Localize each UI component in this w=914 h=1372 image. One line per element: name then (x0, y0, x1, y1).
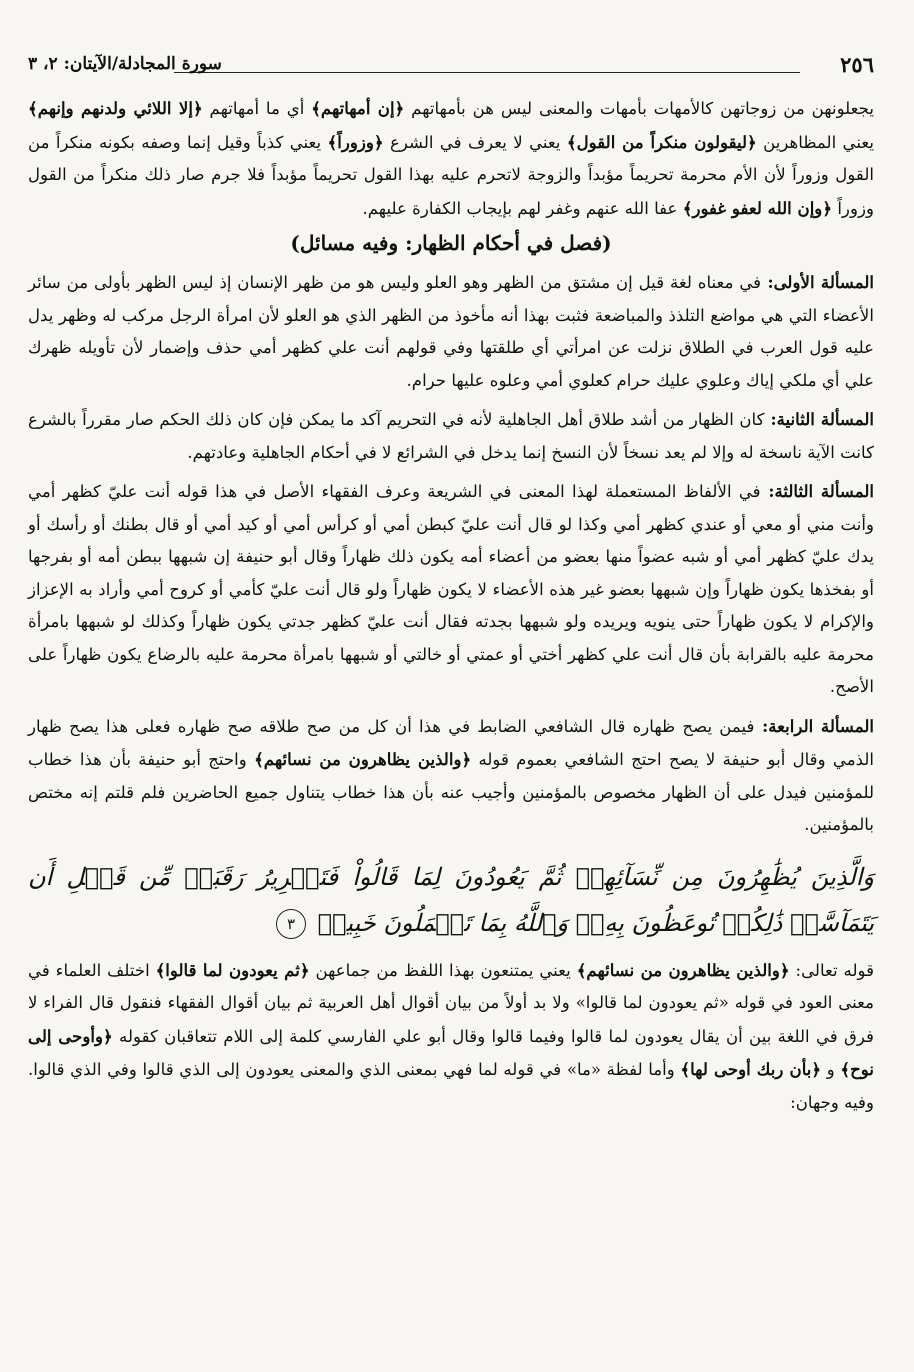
quran-quote: ﴿وإن الله لعفو غفور﴾ (682, 197, 833, 218)
quran-quote: ﴿ليقولون منكراً من القول﴾ (566, 131, 757, 152)
tafsir-text: وأما لفظة «ما» في قوله لما فهي بمعنى الذي والمعنى يعودون إلى الذي قالوا وفي الذي قالوا. وفيه وجهان: (28, 1060, 874, 1112)
tafsir-text: اختلف العلماء في معنى العود في قوله «ثم يعودون لما قالوا» ولا بد أولاً من بيان أقوال أهل العربية ثم بيان أقوال الفقهاء فنقول قال الفراء لا فرق في اللغة بين أن يقال يعودون لما قالوا وفيما قالوا وقال أبو علي الفارسي كلمة إلى اللام تتعاقبان كقوله (28, 960, 874, 1046)
quran-quote: ﴿وزوراً﴾ (327, 131, 384, 152)
issue-label: المسألة الثانية: (764, 409, 874, 429)
issue-label: المسألة الرابعة: (754, 715, 874, 736)
page-body (28, 92, 874, 1119)
issue-1 (28, 266, 874, 397)
section-title: (فصل في أحكام الظهار: وفيه مسائل) (290, 231, 612, 255)
intro-paragraph (28, 92, 874, 225)
header-rule (174, 72, 800, 73)
intro-text: يجعلونهن من زوجاتهن كالأمهات بأمهات والمعنى ليس هن بأمهاتهم (404, 99, 874, 118)
intro-text: أي ما أمهاتهم (202, 99, 312, 118)
running-title: سورة المجادلة/الآيتان: ٢، ٣ (28, 54, 222, 74)
page-number: ٢٥٦ (840, 52, 874, 77)
page-header (24, 52, 876, 78)
ayah-number-mark: ٣ (276, 909, 306, 939)
tafsir-text: يعني يمتنعون بهذا اللفظ من جماعهن (309, 960, 577, 980)
tafsir-paragraph (28, 954, 874, 1120)
tafsir-text: و (821, 1060, 841, 1079)
intro-text: يعني لا يعرف في الشرع (383, 132, 567, 152)
issue-2 (28, 403, 874, 469)
quran-quote: ﴿والذين يظاهرون من نسائهم﴾ (254, 749, 472, 769)
issue-label: المسألة الثالثة: (760, 481, 874, 501)
quran-quote: ﴿إن أمهاتهم﴾ (311, 98, 405, 118)
tafsir-text: قوله تعالى: (789, 960, 875, 980)
quran-quote: ﴿وأوحى إلى نوح﴾ (28, 1025, 874, 1079)
verse-text: وَالَّذِينَ يُظَٰهِرُونَ مِن نِّسَآئِهِمۡ ثُمَّ يَعُودُونَ لِمَا قَالُواْ فَتَحۡرِيرُ رَقَبَةٖ مِّن قَبۡلِ أَن يَتَمَآسَّاۚ ذَٰلِكُمۡ تُوعَظُونَ بِهِۦۚ وَٱللَّهُ بِمَا تَعۡمَلُونَ خَبِيرٞ (28, 862, 874, 937)
issue-text: كان الظهار من أشد طلاق أهل الجاهلية لأنه في التحريم آكد ما يمكن فإن كان ذلك الحكم صار مقرراً بالشرع كانت الآية ناسخة له وإلا لم يعد نسخاً لأن النسخ إنما يدخل في الشرائع لا في أحكام الجاهلية وعادتهم. (28, 410, 874, 462)
quran-quote: ﴿ثم يعودون لما قالوا﴾ (155, 959, 310, 980)
intro-text: يعني المظاهرين (756, 132, 875, 152)
issue-text: في معناه لغة قيل إن مشتق من الظهر وهو العلو وليس هو من ظهر الإنسان إذ ليس الظهر بأولى من سائر الأعضاء التي هي مواضع التلذذ والمباضعة فثبت بهذا أنه مأخوذ من الظهر الذي هو العلو لأن امرأة الرجل مركب له وظهر يدل عليه قول العرب في الطلاق نزلت عن امرأتي أي طلقتها وفي قولهم أنت علي كظهر أمي حذف وإضمار لأن تأويله ظهرك علي أي ملكي إياك وعلوي عليك حرام كعلوي أمي وعلوه عليها حرام. (28, 273, 874, 390)
quran-quote: ﴿بأن ربك أوحى لها﴾ (680, 1059, 822, 1079)
intro-text: يعني كذباً وقيل إنما وصفه بكونه منكراً من القول وزوراً لأن الأم محرمة تحريماً مؤبداً والزوجة لاتحرم عليه بهذا القول تحريماً مؤبداً فلا جرم صار ذلك منكراً من القول وزوراً (28, 132, 874, 218)
intro-text: عفا الله عنهم وغفر لهم بإيجاب الكفارة عليهم. (362, 198, 683, 218)
issue-label: المسألة الأولى: (761, 272, 874, 292)
issue-text: فيمن يصح ظهاره قال الشافعي الضابط في هذا أن كل من صح طلاقه صح ظهاره فعلى هذا يصح ظهار الذمي وقال أبو حنيفة لا يصح احتج الشافعي بعموم قوله (28, 716, 874, 769)
issue-4 (28, 710, 874, 842)
issue-3 (28, 475, 874, 704)
issue-text: واحتج أبو حنيفة بأن هذا خطاب للمؤمنين فيدل على أن الظهار مخصوص بالمؤمنين وأجيب عنه بأن هذا خطاب يتناول جميع الحاضرين فلم قلتم إنه مختص بالمؤمنين. (28, 750, 874, 834)
quran-verse (28, 854, 874, 946)
quran-quote: ﴿والذين يظاهرون من نسائهم﴾ (576, 959, 790, 980)
issue-text: في الألفاظ المستعملة لهذا المعنى في الشريعة وعرف الفقهاء الأصل في هذا قوله أنت عليّ كظهر أمي وأنت مني أو معي أو عندي كظهر أمي وكذا لو قال أنت عليّ كبطن أمي أو كرأس أمي أو كيد أمي أو قال بطنك أو رأسك أو يدك عليّ كظهر أمي أو شبه عضواً منها بعضو من أعضاء أمه يكون ذلك ظهاراً وقال أبو حنيفة إن شبهها ببطن أمه أو بفرجها أو بفخذها يكون ظهاراً وإن شبهها بعضو غير هذه الأعضاء لا يكون ظهاراً ولو قال أنت عليّ كأمي أو كروح أمي وأراد به الإعزاز والإكرام لا يكون ظهاراً حتى ينويه ويريده ولو شبهها بجدته فقال أنت عليّ كظهر جدتي يكون ظهاراً وكذلك لو شبهها بامرأة محرمة عليه بالقرابة بأن قال أنت علي كظهر أختي أو عمتي أو خالتي أو شبهها بامرأة محرمة عليه بالرضاع يكون ظهاراً على الأصح. (28, 482, 874, 696)
quran-quote: ﴿إلا اللائي ولدنهم وإنهم﴾ (28, 98, 203, 118)
